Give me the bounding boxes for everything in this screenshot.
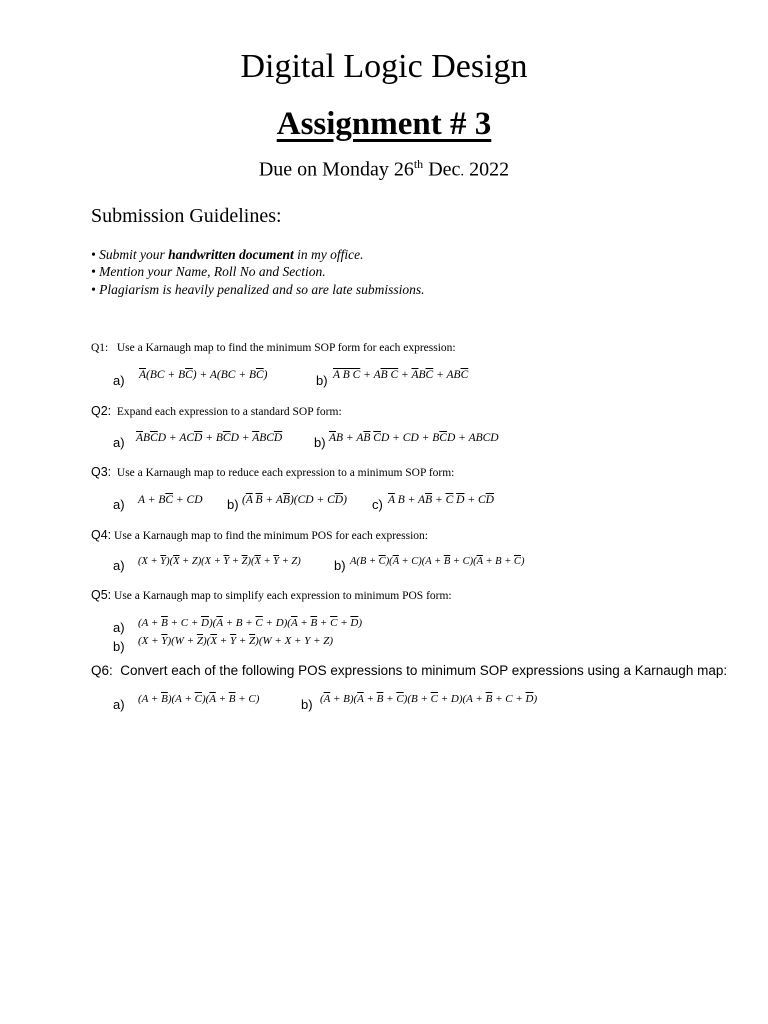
expression: $A + B\overline{C}$ + CD — [138, 494, 203, 506]
expression: $(A + \overline{B} + C + \overline{D})(\overline{A} + B + \overline{C} + D)(\overline{A} + \overline{B} + \overline{C} + \overline{D})$ — [138, 617, 363, 629]
guidelines-heading: Submission Guidelines: — [91, 205, 282, 227]
label-a: a) — [113, 497, 125, 512]
label-b: b) — [316, 373, 328, 388]
question-6: Q6: Convert each of the following POS expressions to minimum SOP expressions using a Karnaugh map: — [91, 663, 728, 678]
label-a: a) — [113, 435, 125, 450]
label-a: a) — [113, 558, 125, 573]
expression: $(\overline{A} + B)(\overline{A} + \overline{B} + \overline{C})(B + \overline{C} + D)(A + \overline{B} + C + \overline{D})$ — [320, 693, 538, 705]
expression: $\overline{A}B\overline{C}D + AC\overline{D} + B\overline{C}D + \overline{A}BC\overline{D}$ — [136, 432, 283, 444]
question-4: Q4: Use a Karnaugh map to find the minimum POS for each expression: — [91, 528, 428, 542]
expression: $\overline{A}B + A\overline{B}$ $\overline{C}D$ + CD + $B\overline{C}D$ + ABCD — [329, 432, 499, 444]
label-b: b) — [334, 558, 346, 573]
label-c: c) — [372, 497, 383, 512]
label-a: a) — [113, 697, 125, 712]
expression: ($\overline{A}$ $\overline{B} + A\overline{B})(CD + C\overline{D})$ — [242, 494, 347, 506]
label-b: b) — [227, 497, 239, 512]
label-a: a) — [113, 620, 125, 635]
expression: A B C + AB $C + \overline{A}B\overline{C} + AB\overline{C}$ — [333, 369, 469, 381]
question-2: Q2: Expand each expression to a standard SOP form: — [91, 404, 342, 418]
guideline-item: • Submit your handwritten document in my office. — [91, 247, 364, 262]
expression: $\overline{A}(BC + B\overline{C}) + A(BC + B\overline{C})$ — [139, 369, 268, 381]
expression: $\overline{A}$ $B + A\overline{B} + \overline{C}$ $\overline{D} + C\overline{D}$ — [388, 494, 494, 506]
label-a: a) — [113, 373, 125, 388]
expression: $(X + \overline{Y})(W + \overline{Z})(\overline{X} + \overline{Y} + \overline{Z})(W + X + Y + Z)$ — [138, 635, 334, 647]
label-b: b) — [314, 435, 326, 450]
guideline-item: • Plagiarism is heavily penalized and so are late submissions. — [91, 282, 425, 297]
due-date: Due on Monday 26th Dec. 2022 — [258, 157, 510, 181]
expression: $(A + \overline{B})(A + \overline{C})(\overline{A} + \overline{B} + C)$ — [138, 693, 260, 705]
document-title: Digital Logic Design — [240, 48, 528, 85]
label-b: b) — [301, 697, 313, 712]
question-1: Q1: Use a Karnaugh map to find the minimum SOP form for each expression: — [91, 342, 456, 354]
question-3: Q3: Use a Karnaugh map to reduce each expression to a minimum SOP form: — [91, 465, 455, 479]
guideline-item: • Mention your Name, Roll No and Section. — [91, 264, 326, 279]
expression: $(X + \overline{Y})(\overline{X} + Z)(X + \overline{Y} + \overline{Z})(\overline{X} + \overline{Y} + Z)$ — [138, 556, 301, 567]
question-5: Q5: Use a Karnaugh map to simplify each expression to minimum POS form: — [91, 588, 452, 602]
expression: $A(B + \overline{C})(\overline{A} + C)(A + \overline{B} + C)(\overline{A} + B + \overline{C})$ — [350, 556, 525, 567]
label-b: b) — [113, 639, 125, 654]
assignment-title: Assignment # 3 — [276, 106, 492, 142]
